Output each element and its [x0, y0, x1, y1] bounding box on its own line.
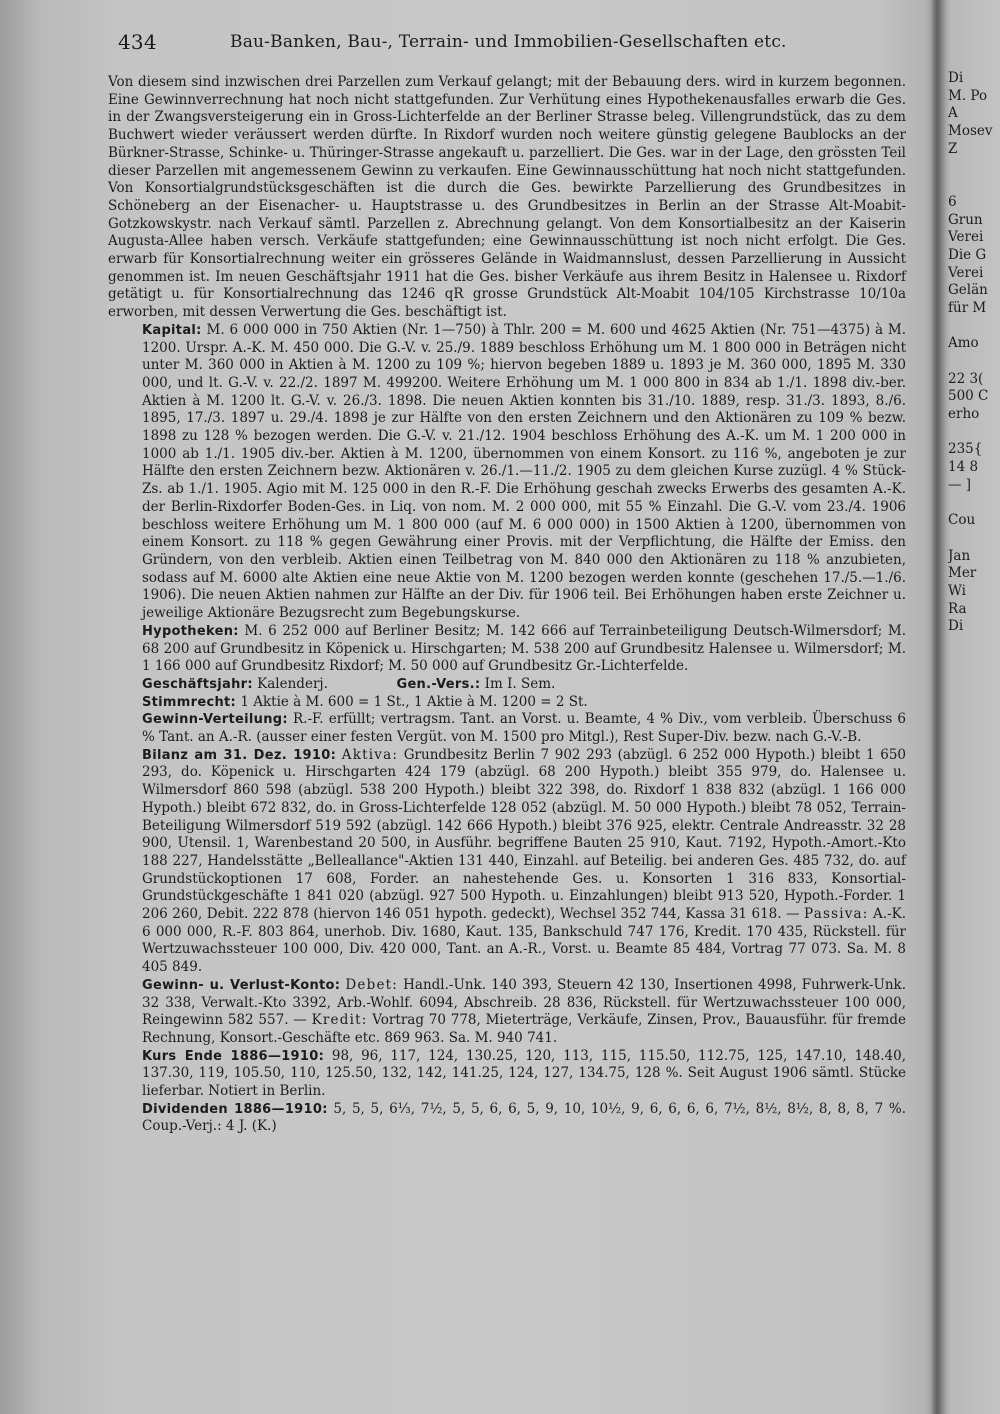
- adjacent-fragment: Di: [948, 618, 964, 635]
- kurs-text: 98, 96, 117, 124, 130.25, 120, 113, 115, 115.50, 112.75, 125, 147.10, 148.40, 137.30, 119, 105.50, 110, 125.50, 132, 142, 141.25, 124, 127, 134.75, 128 %. Seit August 1906 sämtl. Stücke lieferbar. Notiert in Berlin.: [142, 1047, 906, 1100]
- adjacent-fragment: Di: [948, 70, 964, 86]
- adjacent-fragment: Amo: [948, 335, 979, 352]
- adjacent-page-column: [948, 70, 1000, 636]
- dividenden-label: Dividenden 1886—1910:: [142, 1101, 328, 1117]
- kurs-label: Kurs Ende 1886—1910:: [142, 1048, 325, 1064]
- adjacent-fragment: — ]: [948, 476, 972, 493]
- adjacent-fragment: Die G: [948, 246, 987, 263]
- kredit-text: Vortrag 70 778, Mieterträge, Verkäufe, Zinsen, Prov., Bauausführ. für fremde Rechnung, Konsort.-Geschäfte etc. 869 963. Sa. M. 940 741.: [142, 1012, 906, 1046]
- running-title: Bau-Banken, Bau-, Terrain- und Immobilien-Gesellschaften etc.: [230, 32, 787, 52]
- adjacent-fragment: Cou: [948, 512, 976, 529]
- adjacent-fragment: Gelän: [948, 282, 988, 299]
- adjacent-fragment: 6: [948, 193, 957, 210]
- hypotheken-label: Hypotheken:: [142, 623, 239, 639]
- debet-text: Handl.-Unk. 140 393, Steuern 42 130, Insertionen 4998, Fuhrwerk-Unk. 32 338, Verwalt.-Kto 3392, Arb.-Wohlf. 6094, Abschreib. 28 836, Rückstell. für Wertzuwachssteuer 100 000, Reingewinn 582 557. —: [142, 976, 907, 1029]
- adjacent-fragment: M. Po: [948, 87, 988, 104]
- geschaeftsjahr-section: [108, 676, 906, 694]
- dividenden-section: [108, 1101, 906, 1136]
- gewinn-verteilung-text: R.-F. erfüllt; vertragsm. Tant. an Vorst. u. Beamte, 4 % Div., vom verbleib. Überschuss 6 % Tant. an A.-R. (ausser einer festen Vergüt. von M. 1500 pro Mitgl.), Rest Super-Div. bezw. nach G.-V.-B.: [142, 711, 906, 746]
- geschaeftsjahr-label: Geschäftsjahr:: [142, 676, 253, 692]
- adjacent-fragment: Verei: [948, 264, 984, 281]
- adjacent-fragment: [948, 318, 1000, 336]
- stimmrecht-section: [108, 694, 906, 712]
- adjacent-fragment: Jan: [948, 547, 971, 564]
- adjacent-fragment: Ra: [948, 600, 967, 617]
- adjacent-fragment: 22 3(: [948, 370, 984, 387]
- adjacent-fragment: erho: [948, 406, 980, 423]
- dividenden-text: 5, 5, 5, 6⅓, 7½, 5, 5, 6, 6, 5, 9, 10, 10½, 9, 6, 6, 6, 6, 7½, 8½, 8½, 8, 8, 8, 7 %. Coup.-Verj.: 4 J. (K.): [142, 1100, 906, 1135]
- adjacent-fragment: Mosev: [948, 123, 993, 140]
- adjacent-fragment: Wi: [948, 582, 966, 599]
- adjacent-fragment: A: [948, 105, 958, 122]
- page-fold-shadow: [930, 0, 946, 1414]
- adjacent-fragment: Verei: [948, 229, 984, 246]
- debet-label: Debet:: [345, 976, 399, 993]
- gen-vers-text: Im I. Sem.: [484, 675, 556, 692]
- page-number: 434: [118, 30, 157, 54]
- adjacent-fragment: [948, 424, 1000, 442]
- gewinn-verteilung-section: [108, 711, 906, 746]
- main-text: [108, 74, 906, 1136]
- geschaeftsjahr-text: Kalenderj.: [257, 675, 328, 692]
- gewinn-verteilung-label: Gewinn-Verteilung:: [142, 712, 288, 728]
- kapital-section: [108, 322, 906, 623]
- adjacent-fragment: [948, 176, 1000, 194]
- adjacent-fragment: Z: [948, 140, 958, 157]
- hypotheken-text: M. 6 252 000 auf Berliner Besitz; M. 142 666 auf Terrainbeteiligung Deutsch-Wilmersdorf; M. 68 200 auf Grundbesitz in Köpenick u. Hirschgarten; M. 538 200 auf Grundbesitz Halensee u. Wilmersdorf; M. 1 166 000 auf Grundbesitz Rixdorf; M. 50 000 auf Grundbesitz Gr.-Lichterfelde.: [142, 622, 906, 675]
- adjacent-fragment: 500 C: [948, 388, 989, 405]
- bilanz-label: Bilanz am 31. Dez. 1910:: [142, 747, 337, 763]
- adjacent-fragment: [948, 495, 1000, 513]
- adjacent-fragment: [948, 530, 1000, 548]
- gv-konto-label: Gewinn- u. Verlust-Konto:: [142, 977, 341, 993]
- adjacent-fragment: Mer: [948, 565, 977, 582]
- adjacent-fragment: 235{: [948, 441, 983, 458]
- aktiva-text: Grundbesitz Berlin 7 902 293 (abzügl. 6 252 000 Hypoth.) bleibt 1 650 293, do. Köpenick u. Hirschgarten 424 179 (abzügl. 68 200 Hypoth.) bleibt 355 979, do. Halensee u. Wilmersdorf 860 598 (abzügl. 538 200 Hypoth.) bleibt 322 398, do. Rixdorf 1 838 832 (abzügl. 1 166 000 Hypoth.) bleibt 672 832, do. in Gross-Lichterfelde 128 052 (abzügl. M. 50 000 Hypoth.) bleibt 78 052, Terrain-Beteiligung Wilmersdorf 519 592 (abzügl. 142 666 Hypoth.) bleibt 376 925, elektr. Centrale Andreasstr. 32 28 900, Utensil. 1, Warenbestand 20 500, in Ausführ. begriffene Bauten 25 910, Kaut. 7192, Hypoth.-Amort.-Kto 188 227, Handelsstätte „Belleallance"-Aktien 131 440, Einzahl. auf Beteilig. bei anderen Ges. 485 732, do. auf Grundstückoptionen 17 608, Forder. an nahestehende Ges. u. Konsorten 1 316 833, Konsortial-Grundstückgeschäfte 1 841 020 (abzügl. 927 500 Hypoth. u. Einzahlungen) bleibt 913 520, Hypoth.-Forder. 1 206 260, Debit. 222 878 (hiervon 146 051 hypoth. gedeckt), Wechsel 352 744, Kassa 31 618. —: [142, 746, 907, 923]
- kapital-text: M. 6 000 000 in 750 Aktien (Nr. 1—750) à Thlr. 200 = M. 600 und 4625 Aktien (Nr. 751—4375) à M. 1200. Urspr. A.-K. M. 450 000. Die G.-V. v. 25./9. 1889 beschloss Erhöhung um M. 1 800 000 in Beträgen nicht unter M. 360 000 in Aktien à M. 1200 zu 109 %; hiervon begeben 1889 u. 1893 je M. 360 000, 1895 M. 330 000, und lt. G.-V. v. 22./2. 1897 M. 499200. Weitere Erhöhung um M. 1 000 800 in 834 ab 1./1. 1898 div.-ber. Aktien à M. 1200 lt. G.-V. v. 26./3. 1898. Die neuen Aktien konnten bis 31./10. 1889, resp. 31./3. 1893, 8./6. 1895, 17./3. 1897 u. 29./4. 1898 je zur Hälfte von den ersten Zeichnern und den Aktionären zu 109 % bezw. 1898 zu 128 % bezogen werden. Die G.-V. v. 21./12. 1904 beschloss Erhöhung des A.-K. um M. 1 200 000 in 1000 ab 1./1. 1905 div.-ber. Aktien à M. 1200, übernommen von einem Konsort. zu 116 %, angeboten je zur Hälfte den ersten Zeichnern bezw. Aktionären v. 26./1.—11./2. 1905 zu dem gleichen Kurse zuzügl. 4 % Stück-Zs. ab 1./1. 1905. Agio mit M. 125 000 in den R.-F. Die Erhöhung geschah zwecks Erwerbs des gesamten A.-K. der Berlin-Rixdorfer Boden-Ges. in Liq. von nom. M. 2 000 000, mit 55 % Einzahl. Die G.-V. vom 23./4. 1906 beschloss weitere Erhöhung um M. 1 800 000 (auf M. 6 000 000) in 1500 Aktien à 1200, übernommen von einem Konsort. zu 118 % gegen Gewährung einer Provis. mit der Verpflichtung, die Hälfte der Emiss. den Gründern, von den verbleib. Aktien einen Teilbetrag von M. 840 000 den Aktionären zu 118 % anzubieten, sodass auf M. 6000 alte Aktien eine neue Aktie von M. 1200 bezogen werden konnte (geschehen 17./5.—1./6. 1906). Die neuen Aktien nahmen zur Hälfte an der Div. für 1906 teil. Bei Erhöhungen haben erste Zeichner u. jeweilige Aktionäre Bezugsrecht zum Begebungskurse.: [142, 321, 906, 622]
- adjacent-fragment: 14 8: [948, 459, 979, 476]
- gv-konto-section: [108, 977, 906, 1048]
- adjacent-fragment: [948, 158, 1000, 176]
- adjacent-fragment: für M: [948, 299, 987, 316]
- passiva-text: A.-K. 6 000 000, R.-F. 803 864, unerhob. Div. 1680, Kaut. 135, Bankschuld 747 176, Kredit. 170 435, Rückstell. für Wertzuwachssteuer 100 000, Div. 420 000, Tant. an A.-R., Vorst. u. Beamte 85 484, Vortrag 77 073. Sa. M. 8 405 849.: [142, 906, 907, 976]
- kurs-section: [108, 1048, 906, 1101]
- kredit-label: Kredit:: [311, 1012, 368, 1029]
- intro-paragraph: Von diesem sind inzwischen drei Parzellen zum Verkauf gelangt; mit der Bebauung ders. wird in kurzem begonnen. Eine Gewinnverrechnung hat noch nicht stattgefunden. Zur Verhütung eines Hypothekenausfalles erwarb die Ges. in der Zwangsversteigerung ein in Gross-Lichterfelde an der Berliner Strasse beleg. Villengrundstück, das zu dem Buchwert wieder veräussert werden dürfte. In Rixdorf wurden noch weitere günstig gelegene Baublocks an der Bürkner-Strasse, Schinke- u. Thüringer-Strasse angekauft u. parzelliert. Die Ges. war in der Lage, den grössten Teil dieser Parzellen mit angemessenem Gewinn zu verkaufen. Eine Gewinnausschüttung hat noch nicht stattgefunden. Von Konsortialgrundstücksgeschäften ist die durch die Ges. bewirkte Parzellierung des Grundbesitzes in Schöneberg an der Eisenacher- u. Hauptstrasse u. des Grundbesitzes in Berlin an der Strasse Alt-Moabit-Gotzkowskystr. nach Verkauf sämtl. Parzellen z. Abrechnung gelangt. Von dem Konsortialbesitz an der Kaiserin Augusta-Allee haben versch. Verkäufe stattgefunden; eine Gewinnausschüttung ist noch nicht erfolgt. Die Ges. erwarb für Konsortialrechnung weiter ein grösseres Gelände in Waidmannslust, dessen Parzellierung in Aussicht genommen ist. Im neuen Geschäftsjahr 1911 hat die Ges. bisher Verkäufe aus ihrem Besitz in Halensee u. Rixdorf getätigt u. für Konsortialrechnung das 1246 qR grosse Grundstück Alt-Moabit 104/105 Kirchstrasse 10/10a erworben, mit dessen Verwertung die Ges. beschäftigt ist.: [108, 74, 906, 321]
- adjacent-fragment: [948, 353, 1000, 371]
- passiva-label: Passiva:: [804, 906, 869, 923]
- hypotheken-section: [108, 623, 906, 676]
- gen-vers-label: Gen.-Vers.:: [396, 676, 481, 692]
- adjacent-fragment: Grun: [948, 211, 983, 228]
- stimmrecht-text: 1 Aktie à M. 600 = 1 St., 1 Aktie à M. 1200 = 2 St.: [240, 693, 588, 710]
- bilanz-section: [108, 747, 906, 977]
- stimmrecht-label: Stimmrecht:: [142, 694, 237, 710]
- kapital-label: Kapital:: [142, 322, 202, 338]
- aktiva-label: Aktiva:: [341, 746, 399, 763]
